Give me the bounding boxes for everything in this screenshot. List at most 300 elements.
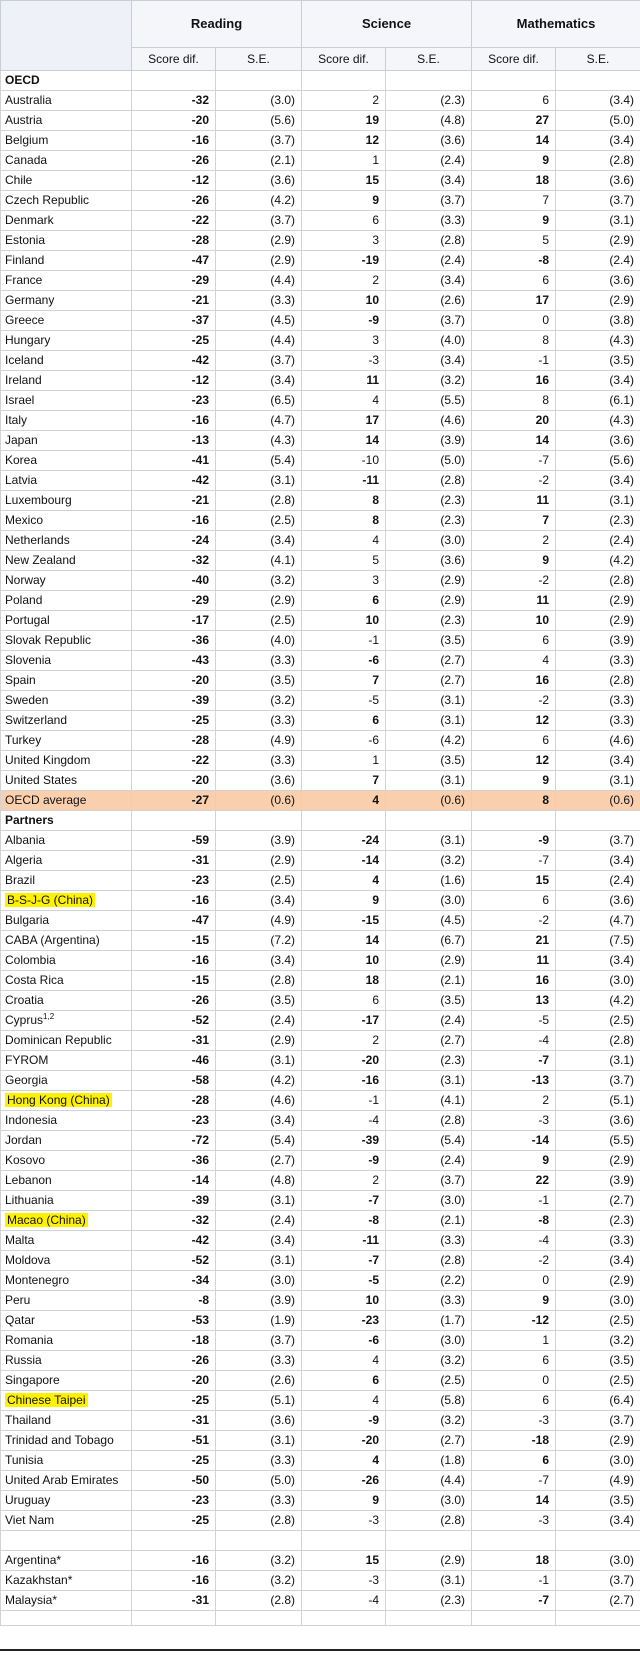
country-name-cell <box>1 531 132 551</box>
table-row <box>1 771 640 791</box>
table-row <box>1 711 640 731</box>
reading-se: (5.4) <box>216 451 302 471</box>
reading-se: (4.0) <box>216 631 302 651</box>
reading-se: (4.4) <box>216 331 302 351</box>
math-se: (3.0) <box>556 1291 640 1311</box>
table-row <box>1 851 640 871</box>
country-name-cell <box>1 1251 132 1271</box>
reading-score: -25 <box>132 331 216 351</box>
math-score: -7 <box>472 451 556 471</box>
math-score: -2 <box>472 691 556 711</box>
math-score: -8 <box>472 251 556 271</box>
country-name-cell <box>1 1411 132 1431</box>
reading-score: -34 <box>132 1271 216 1291</box>
reading-se: (4.9) <box>216 731 302 751</box>
country-name-cell <box>1 471 132 491</box>
table-row <box>1 1051 640 1071</box>
reading-score: -15 <box>132 971 216 991</box>
science-score: -20 <box>302 1431 386 1451</box>
table-row <box>1 331 640 351</box>
reading-se: (5.0) <box>216 1471 302 1491</box>
reading-se: (3.5) <box>216 671 302 691</box>
math-score: 14 <box>472 131 556 151</box>
bottom-rule <box>0 1649 640 1651</box>
math-se: (3.7) <box>556 1411 640 1431</box>
science-se: (3.5) <box>386 991 472 1011</box>
math-score: 12 <box>472 751 556 771</box>
reading-score: -42 <box>132 471 216 491</box>
country-name: CABA (Argentina) <box>5 933 100 947</box>
country-name-cell <box>1 231 132 251</box>
reading-score: -28 <box>132 1091 216 1111</box>
country-name: United Kingdom <box>5 753 91 767</box>
science-se: (2.7) <box>386 1431 472 1451</box>
science-se: (5.5) <box>386 391 472 411</box>
country-name-cell <box>1 511 132 531</box>
science-se: (2.7) <box>386 671 472 691</box>
science-score: -9 <box>302 311 386 331</box>
science-score: 4 <box>302 391 386 411</box>
reading-score: -36 <box>132 1151 216 1171</box>
math-se: (3.3) <box>556 1231 640 1251</box>
science-score: -6 <box>302 731 386 751</box>
table-row <box>1 1491 640 1511</box>
empty-cell <box>556 1611 640 1626</box>
table-row <box>1 1171 640 1191</box>
math-se: (3.7) <box>556 831 640 851</box>
reading-se: (3.3) <box>216 1351 302 1371</box>
math-score: 7 <box>472 191 556 211</box>
reading-se: (3.4) <box>216 1231 302 1251</box>
reading-se: (2.9) <box>216 1031 302 1051</box>
reading-score: -32 <box>132 1211 216 1231</box>
table-row <box>1 911 640 931</box>
math-score: 12 <box>472 711 556 731</box>
subheader-math-se: S.E. <box>556 48 640 71</box>
table-row <box>1 231 640 251</box>
table-row <box>1 471 640 491</box>
reading-score: -23 <box>132 1491 216 1511</box>
empty-cell <box>1 1531 132 1551</box>
math-se: (2.9) <box>556 291 640 311</box>
math-score: -18 <box>472 1431 556 1451</box>
reading-se: (3.4) <box>216 891 302 911</box>
math-score: 9 <box>472 151 556 171</box>
science-se: (3.2) <box>386 1351 472 1371</box>
country-name-cell <box>1 971 132 991</box>
country-name-cell <box>1 1091 132 1111</box>
reading-score: -53 <box>132 1311 216 1331</box>
empty-cell <box>216 1611 302 1626</box>
math-se: (3.5) <box>556 351 640 371</box>
reading-se: (3.3) <box>216 751 302 771</box>
reading-score: -12 <box>132 171 216 191</box>
empty-cell <box>132 1531 216 1551</box>
table-row <box>1 1271 640 1291</box>
empty-cell <box>386 1611 472 1626</box>
country-name: Belgium <box>5 133 49 147</box>
table-row <box>1 971 640 991</box>
country-name-cell <box>1 371 132 391</box>
reading-score: -28 <box>132 731 216 751</box>
math-se: (2.9) <box>556 591 640 611</box>
table-row <box>1 591 640 611</box>
empty-cell <box>216 811 302 831</box>
math-se: (3.1) <box>556 1051 640 1071</box>
table-row <box>1 1471 640 1491</box>
table-row <box>1 631 640 651</box>
reading-score: -27 <box>132 791 216 811</box>
science-score: 2 <box>302 1031 386 1051</box>
country-name-cell <box>1 591 132 611</box>
reading-score: -31 <box>132 1411 216 1431</box>
reading-score: -47 <box>132 911 216 931</box>
reading-se: (4.7) <box>216 411 302 431</box>
country-name: Macao (China) <box>7 1213 86 1227</box>
math-score: 15 <box>472 871 556 891</box>
science-se: (4.1) <box>386 1091 472 1111</box>
country-name-cell <box>1 551 132 571</box>
table-row <box>1 451 640 471</box>
science-se: (2.8) <box>386 231 472 251</box>
reading-score: -31 <box>132 1591 216 1611</box>
country-name-cell <box>1 831 132 851</box>
country-name: Mexico <box>5 513 44 527</box>
science-se: (2.4) <box>386 1011 472 1031</box>
science-se: (2.1) <box>386 971 472 991</box>
country-name: Thailand <box>5 1413 52 1427</box>
reading-se: (3.1) <box>216 1051 302 1071</box>
science-se: (3.5) <box>386 751 472 771</box>
empty-cell <box>386 1531 472 1551</box>
math-score: -2 <box>472 571 556 591</box>
subheader-science-score: Score dif. <box>302 48 386 71</box>
science-score: 7 <box>302 671 386 691</box>
country-name: United Arab Emirates <box>5 1473 119 1487</box>
reading-score: -16 <box>132 891 216 911</box>
science-score: 6 <box>302 211 386 231</box>
science-score: 15 <box>302 171 386 191</box>
math-se: (5.6) <box>556 451 640 471</box>
science-score: -5 <box>302 1271 386 1291</box>
reading-se: (3.3) <box>216 711 302 731</box>
science-se: (2.8) <box>386 1511 472 1531</box>
science-se: (2.3) <box>386 1051 472 1071</box>
reading-se: (3.0) <box>216 91 302 111</box>
math-se: (3.3) <box>556 691 640 711</box>
math-se: (2.4) <box>556 251 640 271</box>
table-row <box>1 1231 640 1251</box>
country-name: Denmark <box>5 213 54 227</box>
country-name-cell <box>1 891 132 911</box>
science-score: -26 <box>302 1471 386 1491</box>
reading-score: -16 <box>132 1551 216 1571</box>
math-score: 16 <box>472 671 556 691</box>
table-row <box>1 1551 640 1571</box>
country-name-cell <box>1 1291 132 1311</box>
math-se: (4.9) <box>556 1471 640 1491</box>
country-name-cell <box>1 1431 132 1451</box>
science-score: -14 <box>302 851 386 871</box>
reading-se: (3.6) <box>216 1411 302 1431</box>
reading-score: -29 <box>132 271 216 291</box>
math-se: (2.4) <box>556 871 640 891</box>
science-se: (5.4) <box>386 1131 472 1151</box>
math-score: 0 <box>472 1271 556 1291</box>
reading-se: (4.2) <box>216 191 302 211</box>
country-name-cell <box>1 411 132 431</box>
math-se: (3.4) <box>556 91 640 111</box>
country-name: Switzerland <box>5 713 68 727</box>
reading-score: -16 <box>132 1571 216 1591</box>
science-score: -1 <box>302 631 386 651</box>
math-se: (4.3) <box>556 411 640 431</box>
country-name-cell <box>1 771 132 791</box>
country-name-cell <box>1 1211 132 1231</box>
country-name: Peru <box>5 1293 31 1307</box>
science-score: 10 <box>302 611 386 631</box>
country-name-cell <box>1 871 132 891</box>
reading-score: -50 <box>132 1471 216 1491</box>
science-se: (3.4) <box>386 351 472 371</box>
math-score: 0 <box>472 1371 556 1391</box>
math-score: 6 <box>472 1451 556 1471</box>
country-name: Australia <box>5 93 52 107</box>
math-se: (2.4) <box>556 531 640 551</box>
country-name: Spain <box>5 673 36 687</box>
science-score: 10 <box>302 291 386 311</box>
science-score: -11 <box>302 471 386 491</box>
reading-score: -26 <box>132 151 216 171</box>
math-se: (3.6) <box>556 271 640 291</box>
reading-score: -22 <box>132 211 216 231</box>
table-row <box>1 1571 640 1591</box>
country-name-cell <box>1 311 132 331</box>
spacer-row <box>1 1531 640 1551</box>
math-se: (2.9) <box>556 1431 640 1451</box>
math-se: (6.4) <box>556 1391 640 1411</box>
empty-cell <box>1 1611 132 1626</box>
country-name-cell <box>1 951 132 971</box>
table-row <box>1 611 640 631</box>
country-name: Argentina* <box>5 1553 62 1567</box>
math-se: (3.6) <box>556 171 640 191</box>
reading-score: -59 <box>132 831 216 851</box>
reading-score: -25 <box>132 1391 216 1411</box>
science-score: 15 <box>302 1551 386 1571</box>
country-name-cell <box>1 691 132 711</box>
reading-se: (4.6) <box>216 1091 302 1111</box>
reading-score: -12 <box>132 371 216 391</box>
reading-score: -58 <box>132 1071 216 1091</box>
table-row <box>1 871 640 891</box>
math-score: -9 <box>472 831 556 851</box>
table-row <box>1 1111 640 1131</box>
country-name: Brazil <box>5 873 36 887</box>
science-score: 17 <box>302 411 386 431</box>
country-name-cell <box>1 251 132 271</box>
table-row <box>1 311 640 331</box>
country-name: France <box>5 273 43 287</box>
table-row <box>1 111 640 131</box>
table-row <box>1 1331 640 1351</box>
reading-score: -52 <box>132 1011 216 1031</box>
reading-se: (3.3) <box>216 1491 302 1511</box>
math-score: -7 <box>472 1051 556 1071</box>
reading-se: (2.8) <box>216 1591 302 1611</box>
country-name: Portugal <box>5 613 50 627</box>
science-se: (3.7) <box>386 1171 472 1191</box>
reading-se: (5.6) <box>216 111 302 131</box>
reading-se: (0.6) <box>216 791 302 811</box>
reading-se: (3.7) <box>216 131 302 151</box>
country-name-cell <box>1 91 132 111</box>
math-se: (3.6) <box>556 891 640 911</box>
science-score: 5 <box>302 551 386 571</box>
science-score: 8 <box>302 491 386 511</box>
science-se: (4.6) <box>386 411 472 431</box>
reading-score: -8 <box>132 1291 216 1311</box>
country-name: Malaysia* <box>5 1593 58 1607</box>
math-se: (3.5) <box>556 1351 640 1371</box>
reading-se: (3.0) <box>216 1271 302 1291</box>
science-score: 19 <box>302 111 386 131</box>
table-row <box>1 551 640 571</box>
country-name-cell <box>1 931 132 951</box>
country-name-cell <box>1 1391 132 1411</box>
country-name: United States <box>5 773 78 787</box>
country-name-cell <box>1 711 132 731</box>
table-row <box>1 1091 640 1111</box>
reading-score: -23 <box>132 391 216 411</box>
table-row <box>1 291 640 311</box>
country-name-cell <box>1 1311 132 1331</box>
country-name: Slovenia <box>5 653 52 667</box>
header-reading: Reading <box>132 1 302 48</box>
country-name: Moldova <box>5 1253 51 1267</box>
reading-se: (5.1) <box>216 1391 302 1411</box>
math-se: (3.4) <box>556 751 640 771</box>
reading-se: (3.6) <box>216 771 302 791</box>
science-score: -6 <box>302 651 386 671</box>
table-row <box>1 651 640 671</box>
country-name: Norway <box>5 573 46 587</box>
math-score: -8 <box>472 1211 556 1231</box>
science-se: (3.4) <box>386 271 472 291</box>
reading-score: -20 <box>132 671 216 691</box>
reading-score: -23 <box>132 871 216 891</box>
science-score: -39 <box>302 1131 386 1151</box>
header-science: Science <box>302 1 472 48</box>
country-name-cell <box>1 731 132 751</box>
country-name: Ireland <box>5 373 42 387</box>
math-se: (3.1) <box>556 491 640 511</box>
empty-cell <box>132 1611 216 1626</box>
table-row <box>1 731 640 751</box>
science-score: -17 <box>302 1011 386 1031</box>
math-se: (3.7) <box>556 1571 640 1591</box>
math-score: 6 <box>472 891 556 911</box>
table-row <box>1 151 640 171</box>
math-se: (2.5) <box>556 1311 640 1331</box>
math-se: (3.7) <box>556 1071 640 1091</box>
science-se: (3.0) <box>386 1331 472 1351</box>
table-row <box>1 891 640 911</box>
science-score: -1 <box>302 1091 386 1111</box>
science-se: (2.4) <box>386 1151 472 1171</box>
science-se: (2.8) <box>386 1111 472 1131</box>
math-score: 4 <box>472 651 556 671</box>
reading-se: (3.1) <box>216 471 302 491</box>
math-se: (3.4) <box>556 131 640 151</box>
country-name: Greece <box>5 313 45 327</box>
country-name-cell <box>1 571 132 591</box>
table-row <box>1 251 640 271</box>
reading-se: (3.4) <box>216 951 302 971</box>
math-score: -2 <box>472 1251 556 1271</box>
reading-score: -23 <box>132 1111 216 1131</box>
math-score: 9 <box>472 771 556 791</box>
science-score: 2 <box>302 91 386 111</box>
math-se: (3.4) <box>556 851 640 871</box>
science-se: (3.1) <box>386 711 472 731</box>
country-name: Estonia <box>5 233 46 247</box>
table-row <box>1 991 640 1011</box>
science-se: (2.8) <box>386 471 472 491</box>
country-name: Latvia <box>5 473 38 487</box>
science-score: -23 <box>302 1311 386 1331</box>
country-name-cell <box>1 1451 132 1471</box>
table-row <box>1 1311 640 1331</box>
science-score: 4 <box>302 1351 386 1371</box>
science-se: (4.0) <box>386 331 472 351</box>
country-name: Finland <box>5 253 45 267</box>
country-name: OECD average <box>5 793 87 807</box>
math-score: 16 <box>472 971 556 991</box>
math-score: 2 <box>472 1091 556 1111</box>
math-se: (2.8) <box>556 671 640 691</box>
table-body <box>1 71 640 1626</box>
table-row <box>1 1411 640 1431</box>
science-score: -16 <box>302 1071 386 1091</box>
table-row <box>1 1151 640 1171</box>
science-se: (2.9) <box>386 951 472 971</box>
math-se: (3.0) <box>556 1451 640 1471</box>
science-se: (2.4) <box>386 151 472 171</box>
science-score: -11 <box>302 1231 386 1251</box>
science-score: -9 <box>302 1411 386 1431</box>
table-row <box>1 1391 640 1411</box>
country-name: Costa Rica <box>5 973 64 987</box>
empty-cell <box>132 811 216 831</box>
reading-se: (3.4) <box>216 1111 302 1131</box>
empty-cell <box>302 1611 386 1626</box>
science-score: -3 <box>302 351 386 371</box>
science-se: (4.2) <box>386 731 472 751</box>
science-score: 3 <box>302 231 386 251</box>
reading-score: -37 <box>132 311 216 331</box>
country-name-cell <box>1 1151 132 1171</box>
reading-se: (3.2) <box>216 691 302 711</box>
math-score: 9 <box>472 1151 556 1171</box>
reading-se: (2.6) <box>216 1371 302 1391</box>
country-name: Qatar <box>5 1313 36 1327</box>
table-row <box>1 1351 640 1371</box>
math-se: (2.9) <box>556 1151 640 1171</box>
country-name: Lebanon <box>5 1173 52 1187</box>
header-corner-cell <box>1 1 132 71</box>
math-se: (3.8) <box>556 311 640 331</box>
